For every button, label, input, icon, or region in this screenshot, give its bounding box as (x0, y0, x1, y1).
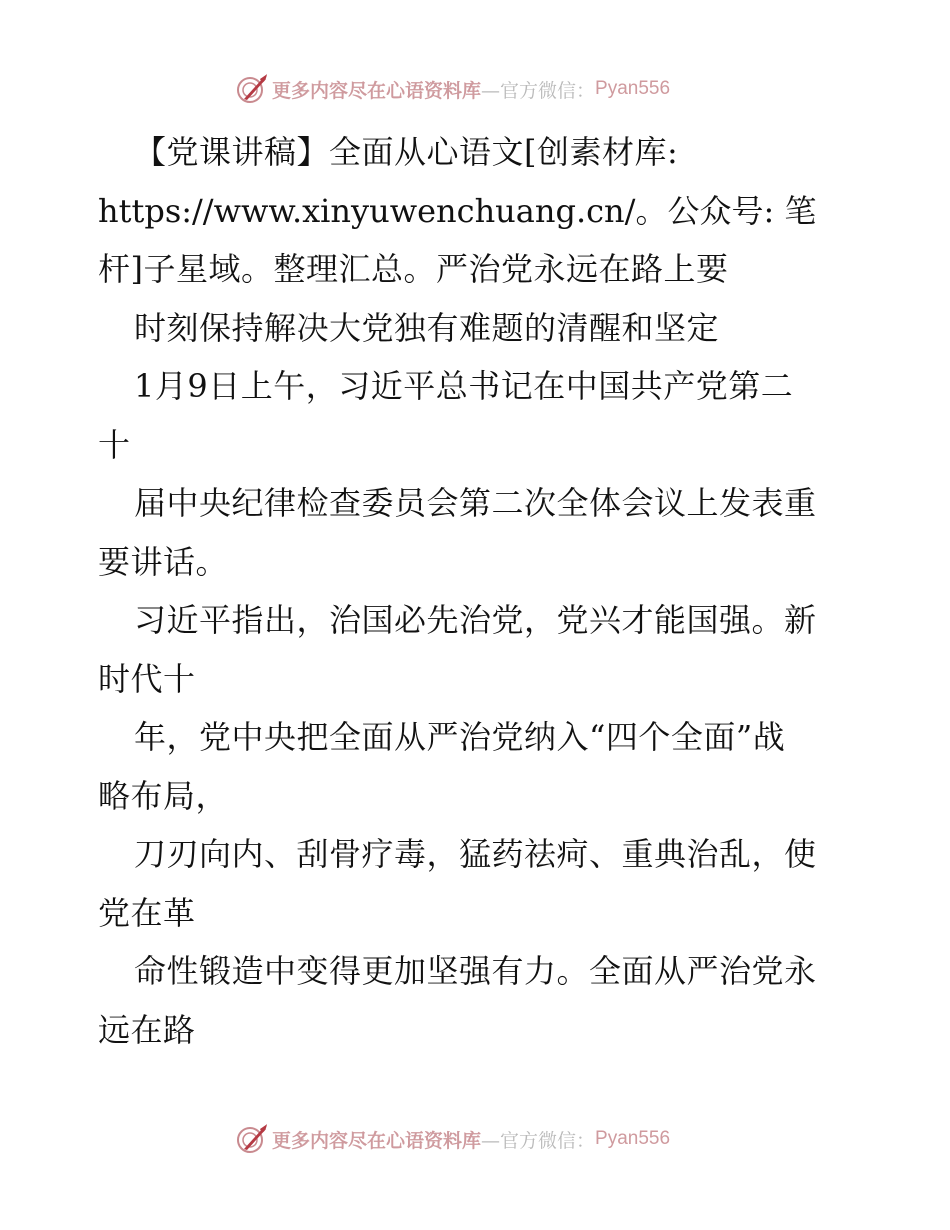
body-line: 杆]子星域。整理汇总。严治党永远在路上要 (98, 250, 729, 288)
body-line: 刀刃向内、刮骨疗毒，猛药祛疴、重典治乱，使 (134, 835, 817, 873)
body-line: 时刻保持解决大党独有难题的清醒和坚定 (134, 308, 720, 347)
body-line: 时代十 (98, 659, 196, 698)
body-line: 【党课讲稿】全面从心语文[创素材库: (134, 133, 679, 171)
body-line: 远在路 (98, 1010, 196, 1049)
banner-wechat-handle: Pyan556 (595, 78, 671, 99)
banner-brand-text: 更多内容尽在心语资料库 (272, 1129, 482, 1152)
header-banner (236, 72, 756, 106)
quill-pen-icon (236, 1123, 268, 1155)
body-line: 年，党中央把全面从严治党纳入“四个全面”战 (134, 718, 786, 756)
document-body (98, 123, 858, 1059)
banner-wechat-handle: Pyan556 (595, 1128, 671, 1149)
banner-separator-text: —官方微信： (481, 1129, 596, 1152)
banner-brand-text: 更多内容尽在心语资料库 (272, 79, 482, 102)
banner-separator-text: —官方微信： (481, 79, 596, 102)
body-line: 届中央纪律检查委员会第二次全体会议上发表重 (134, 484, 817, 522)
body-line: 略布局， (98, 776, 229, 815)
quill-pen-icon (236, 73, 268, 105)
body-line: 要讲话。 (98, 542, 229, 581)
body-line: 习近平指出，治国必先治党，党兴才能国强。新 (134, 601, 817, 639)
body-line: https://www.xinyuwenchuang.cn/。公众号: 笔 (98, 191, 817, 230)
body-line: 命性锻造中变得更加坚强有力。全面从严治党永 (134, 952, 817, 990)
body-line: 1月9日上午，习近平总书记在中国共产党第二 (134, 367, 794, 405)
footer-banner (236, 1122, 756, 1156)
body-line: 党在革 (98, 893, 196, 932)
body-line: 十 (98, 425, 131, 464)
